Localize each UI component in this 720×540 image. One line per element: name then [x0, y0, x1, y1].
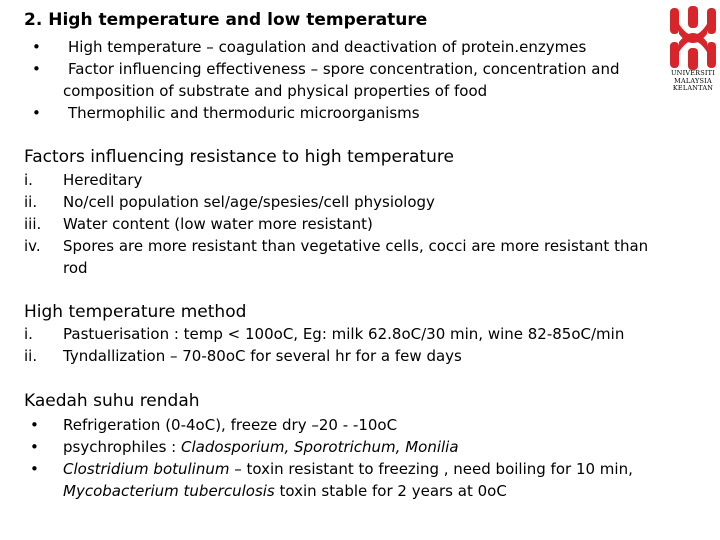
factors-heading: Factors influencing resistance to high temperature — [24, 147, 454, 167]
low-item-3-organism-2: Mycobacterium tuberculosis — [63, 482, 275, 500]
title-number: 2 — [24, 10, 36, 30]
low-item-2 — [63, 438, 459, 456]
low-item-1: Refrigeration (0-4oC), freeze dry –20 - -10oC — [63, 416, 398, 434]
method-heading: High temperature method — [24, 302, 247, 322]
logo-text-malaysia: MALAYSIA — [674, 76, 712, 85]
method-item-1: Pastuerisation : temp < 100oC, Eg: milk 62.8oC/30 min, wine 82-85oC/min — [63, 325, 625, 343]
intro-bullet-1: • — [32, 38, 41, 56]
logo-text-kelantan: KELANTAN — [672, 84, 714, 92]
low-bullet-2: • — [30, 438, 39, 456]
intro-item-2-line1: Factor influencing effectiveness – spore concentration, concentration and — [68, 60, 620, 78]
intro-bullet-3: • — [32, 104, 41, 122]
low-item-3-text-1: – toxin resistant to freezing , need boiling for 10 min, — [229, 460, 633, 478]
method-item-2: Tyndallization – 70-80oC for several hr for a few days — [63, 347, 462, 365]
logo-text-universiti: UNIVERSITI — [671, 69, 715, 77]
factors-item-2: No/cell population sel/age/spesies/cell physiology — [63, 193, 435, 211]
page-title — [24, 10, 427, 30]
low-item-2-organisms: Cladosporium, Sporotrichum, Monilia — [180, 438, 459, 456]
university-logo — [668, 6, 718, 98]
intro-item-1: High temperature – coagulation and deactivation of protein.enzymes — [68, 38, 587, 56]
title-text: . High temperature and low temperature — [35, 10, 428, 30]
factors-item-4-line1: Spores are more resistant than vegetative cells, cocci are more resistant than — [63, 237, 649, 255]
low-bullet-1: • — [30, 416, 39, 434]
logo-emblem-icon — [668, 6, 718, 70]
factors-item-1: Hereditary — [63, 171, 143, 189]
low-item-3-line2 — [63, 482, 507, 500]
intro-item-3: Thermophilic and thermoduric microorganisms — [68, 104, 420, 122]
method-marker-1: i. — [24, 325, 33, 343]
factors-item-3: Water content (low water more resistant) — [63, 215, 373, 233]
factors-item-4-line2: rod — [63, 259, 88, 277]
low-item-2-prefix: psychrophiles : — [63, 438, 181, 456]
method-marker-2: ii. — [24, 347, 38, 365]
intro-bullet-2: • — [32, 60, 41, 78]
low-item-3-line1 — [63, 460, 633, 478]
low-bullet-3: • — [30, 460, 39, 478]
low-heading: Kaedah suhu rendah — [24, 391, 200, 411]
factors-marker-4: iv. — [24, 237, 41, 255]
factors-marker-2: ii. — [24, 193, 38, 211]
low-item-3-organism-1: Clostridium botulinum — [63, 460, 230, 478]
low-item-3-text-2: toxin stable for 2 years at 0oC — [274, 482, 507, 500]
factors-marker-3: iii. — [24, 215, 42, 233]
factors-marker-1: i. — [24, 171, 33, 189]
intro-item-2-line2: composition of substrate and physical properties of food — [63, 82, 488, 100]
